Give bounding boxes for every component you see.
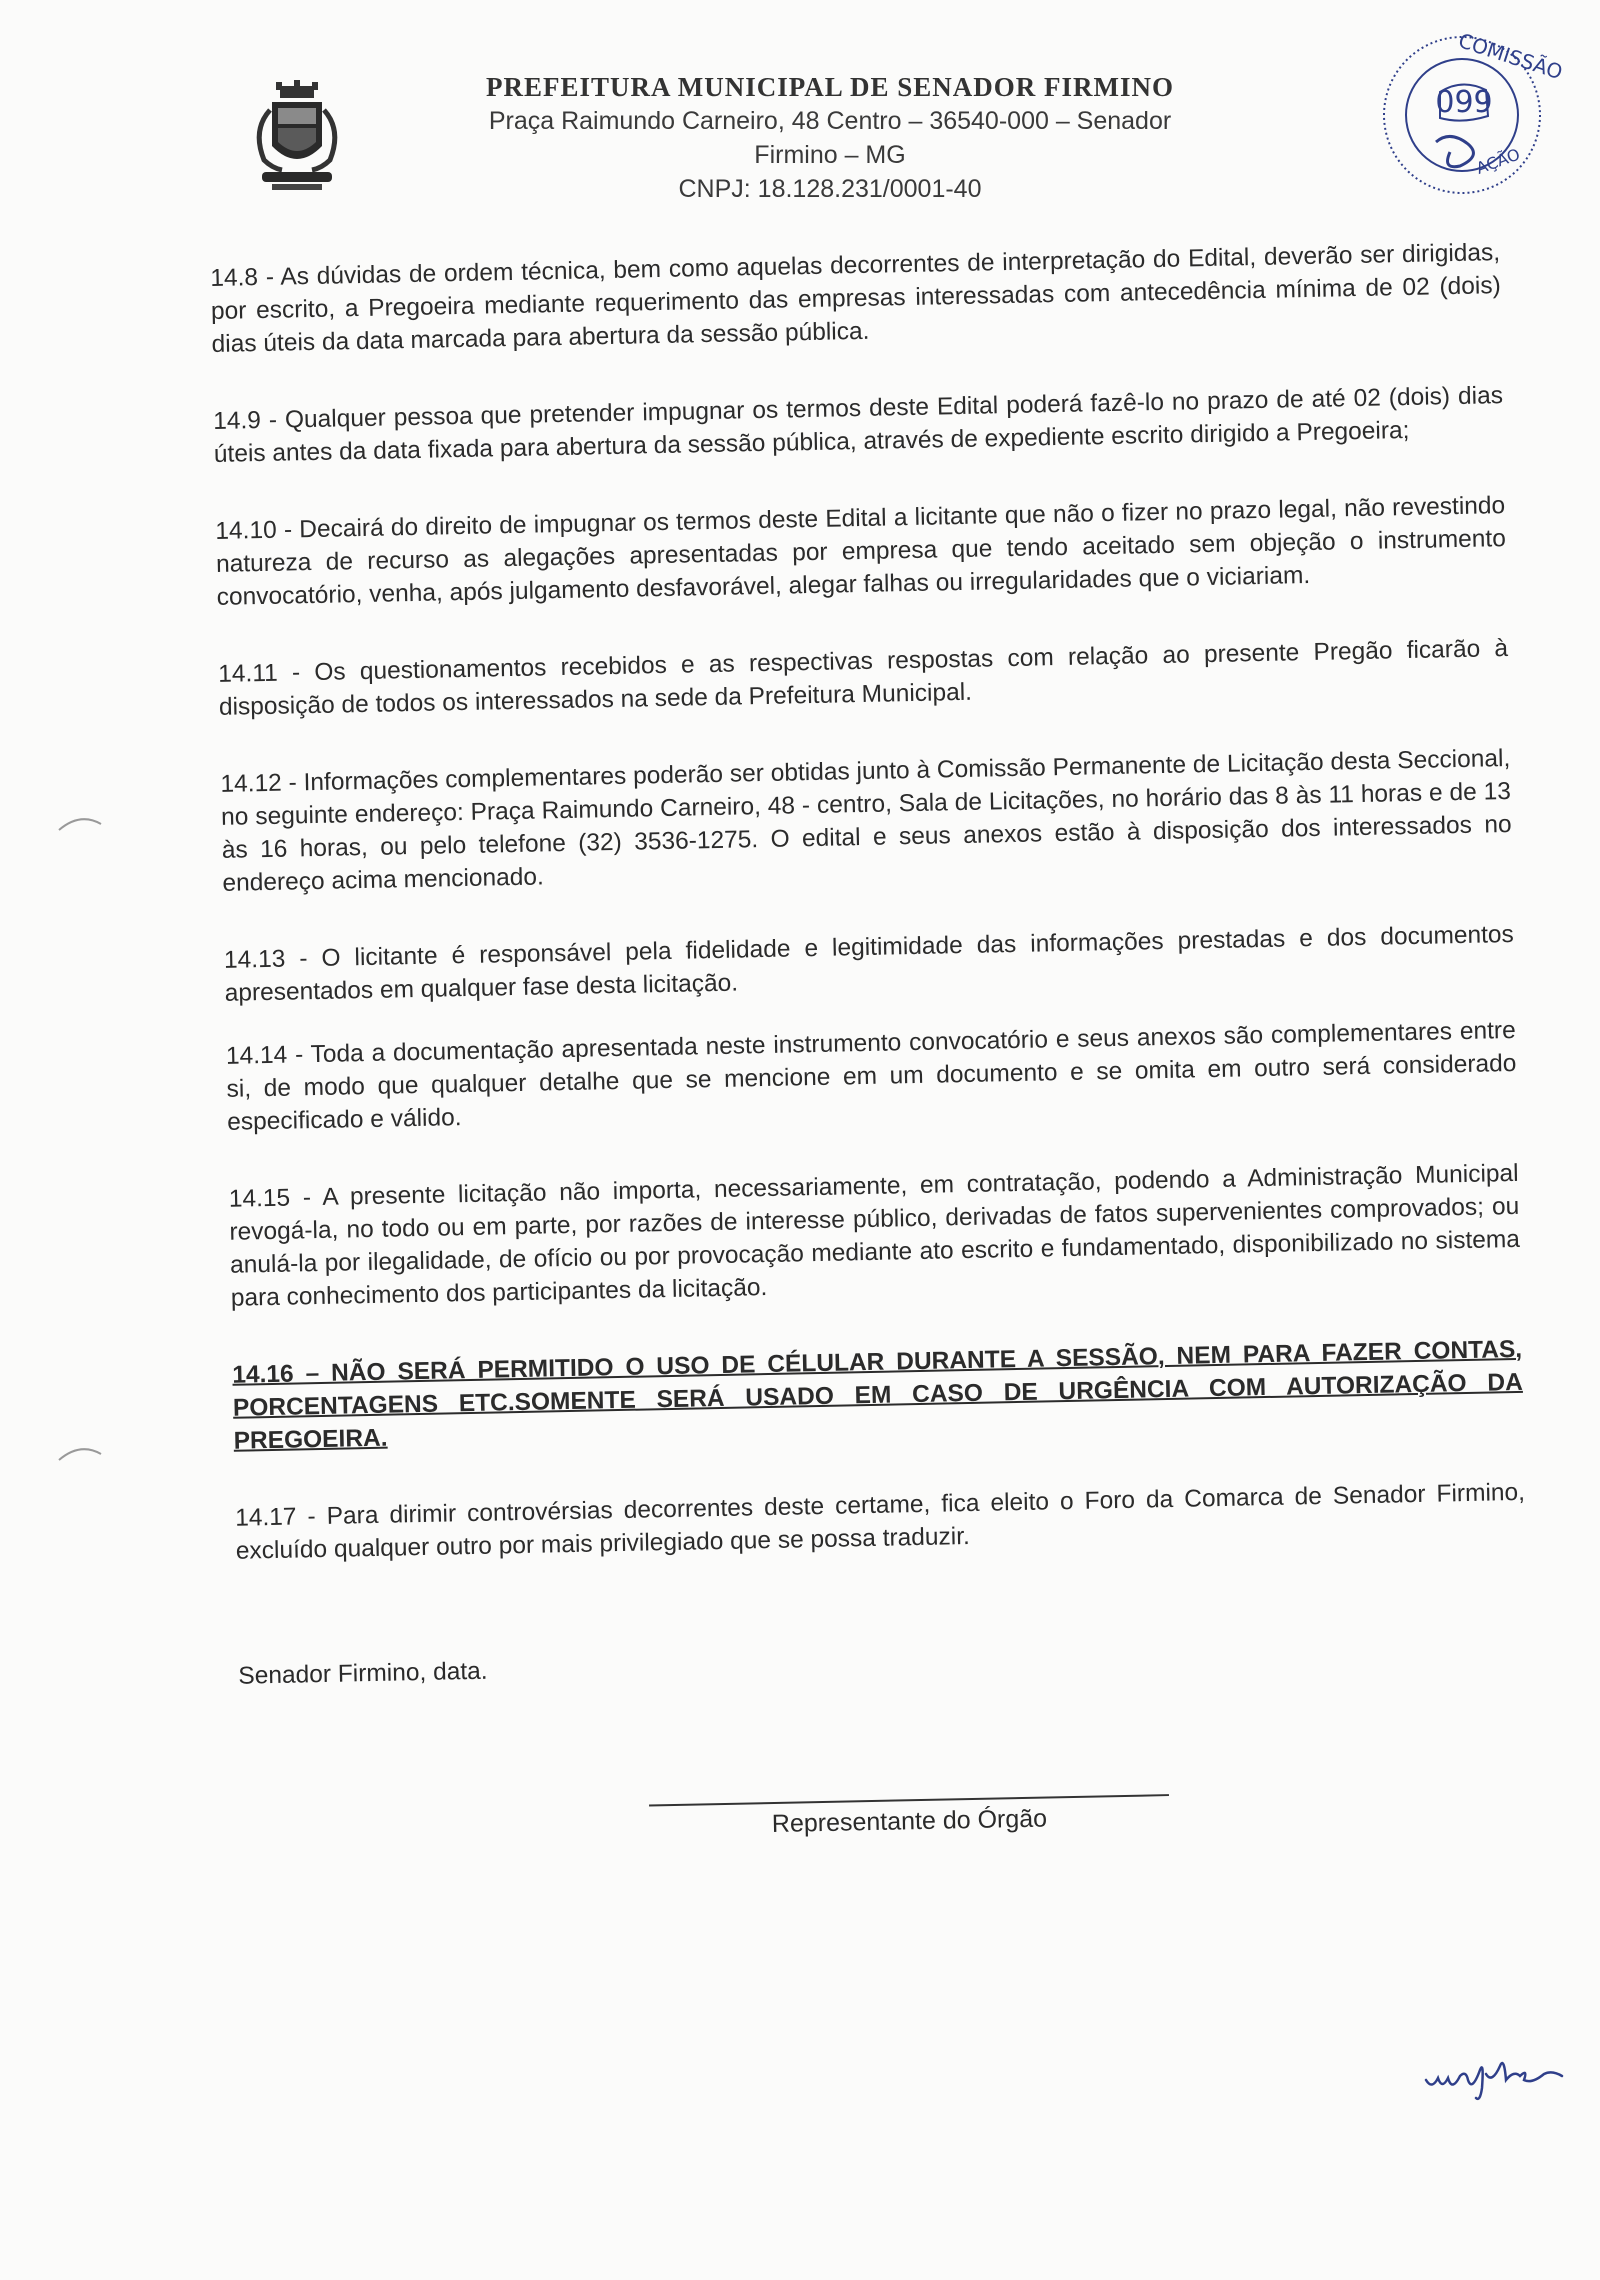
- clause-14-16: 14.16 – NÃO SERÁ PERMITIDO O USO DE CÉLULAR DURANTE A SESSÃO, NEM PARA FAZER CONTAS, PORCENTAGENS ETC.SOMENTE SERÁ USADO EM CASO DE URGÊNCIA COM AUTORIZAÇÃO DA PREGOEIRA.: [232, 1335, 1524, 1455]
- stamp-number: 099: [1435, 85, 1493, 120]
- municipal-coat-of-arms-icon: [242, 80, 352, 200]
- municipality-address: Praça Raimundo Carneiro, 48 Centro – 36540-000 – Senador Firmino – MG: [488, 107, 1172, 169]
- letterhead-text: [450, 70, 1210, 206]
- clause-14-8: 14.8 - As dúvidas de ordem técnica, bem como aquelas decorrentes de interpretação do Edital, deverão ser dirigidas, por escrito, a Pregoeira mediante requerimento das empresas interessadas com antecedência mínima de 02 (dois) dias úteis da data marcada para abertura da sessão pública.: [210, 239, 1502, 358]
- clause-14-9: 14.9 - Qualquer pessoa que pretender impugnar os termos deste Edital poderá fazê-lo no prazo de até 02 (dois) dias úteis antes da data fixada para abertura da sessão pública, através de expediente escrito dirigido a Pregoeira;: [212, 382, 1504, 468]
- municipality-title: PREFEITURA MUNICIPAL DE SENADOR FIRMINO: [485, 72, 1175, 102]
- clause-14-12: 14.12 - Informações complementares poderão ser obtidas junto à Comissão Permanente de Licitação desta Seccional, no seguinte endereço: Praça Raimundo Carneiro, 48 - centro, Sala de Licitações, no horário das 8 às 11 horas e de 13 às 16 horas, ou pelo telefone (32) 3536-1275. O edital e seus anexos estão à disposição dos interessados no endereço acima mencionado.: [220, 745, 1512, 897]
- signature-label: Representante do Órgão: [771, 1804, 1048, 1839]
- commission-stamp-icon: [1370, 20, 1566, 205]
- margin-mark-icon: [55, 1440, 105, 1466]
- margin-mark-icon: [55, 810, 105, 836]
- city-date: Senador Firmino, data.: [238, 1657, 488, 1690]
- handwritten-initials-icon: [1420, 2040, 1570, 2110]
- signature-block: [649, 1794, 1170, 1841]
- document-body: [210, 236, 1532, 1850]
- clause-14-11: 14.11 - Os questionamentos recebidos e as respectivas respostas com relação ao presente Pregão ficarão à disposição de todos os interessados na sede da Prefeitura Municipal.: [218, 635, 1509, 721]
- clause-14-14: 14.14 - Toda a documentação apresentada neste instrumento convocatório e seus anexos são complementares entre si, de modo que qualquer detalhe que se mencione em um documento e se omita em outro será considerado especificado e válido.: [225, 1016, 1517, 1136]
- municipality-cnpj: CNPJ: 18.128.231/0001-40: [678, 175, 982, 203]
- stamp-top-text: COMISSÃO: [1455, 28, 1566, 85]
- clause-14-17: 14.17 - Para dirimir controvérsias decorrentes deste certame, fica eleito o Foro da Comarca de Senador Firmino, excluído qualquer outro por mais privilegiado que se possa traduzir.: [234, 1478, 1526, 1565]
- stamp-bottom-text: AÇÃO: [1473, 144, 1523, 178]
- clause-14-15: 14.15 - A presente licitação não importa, necessariamente, em contratação, podendo a Administração Municipal revogá-la, no todo ou em parte, por razões de interesse público, derivadas de fatos supervenientes comprovados; ou anulá-la por ilegalidade, de ofício ou por provocação mediante ato escrito e fundamentado, disponibilizado no sistema para conhecimento dos participantes da licitação.: [228, 1159, 1521, 1312]
- clause-14-10: 14.10 - Decairá do direito de impugnar os termos deste Edital a licitante que não o fizer no prazo legal, não revestindo natureza de recurso as alegações apresentadas por empresa que tendo aceitado sem objeção o instrumento convocatório, venha, após julgamento desfavorável, alegar falhas ou irregularidades que o viciariam.: [215, 492, 1507, 611]
- clause-14-13: 14.13 - O licitante é responsável pela fidelidade e legitimidade das informações prestadas e dos documentos apresentados em qualquer fase desta licitação.: [223, 920, 1515, 1007]
